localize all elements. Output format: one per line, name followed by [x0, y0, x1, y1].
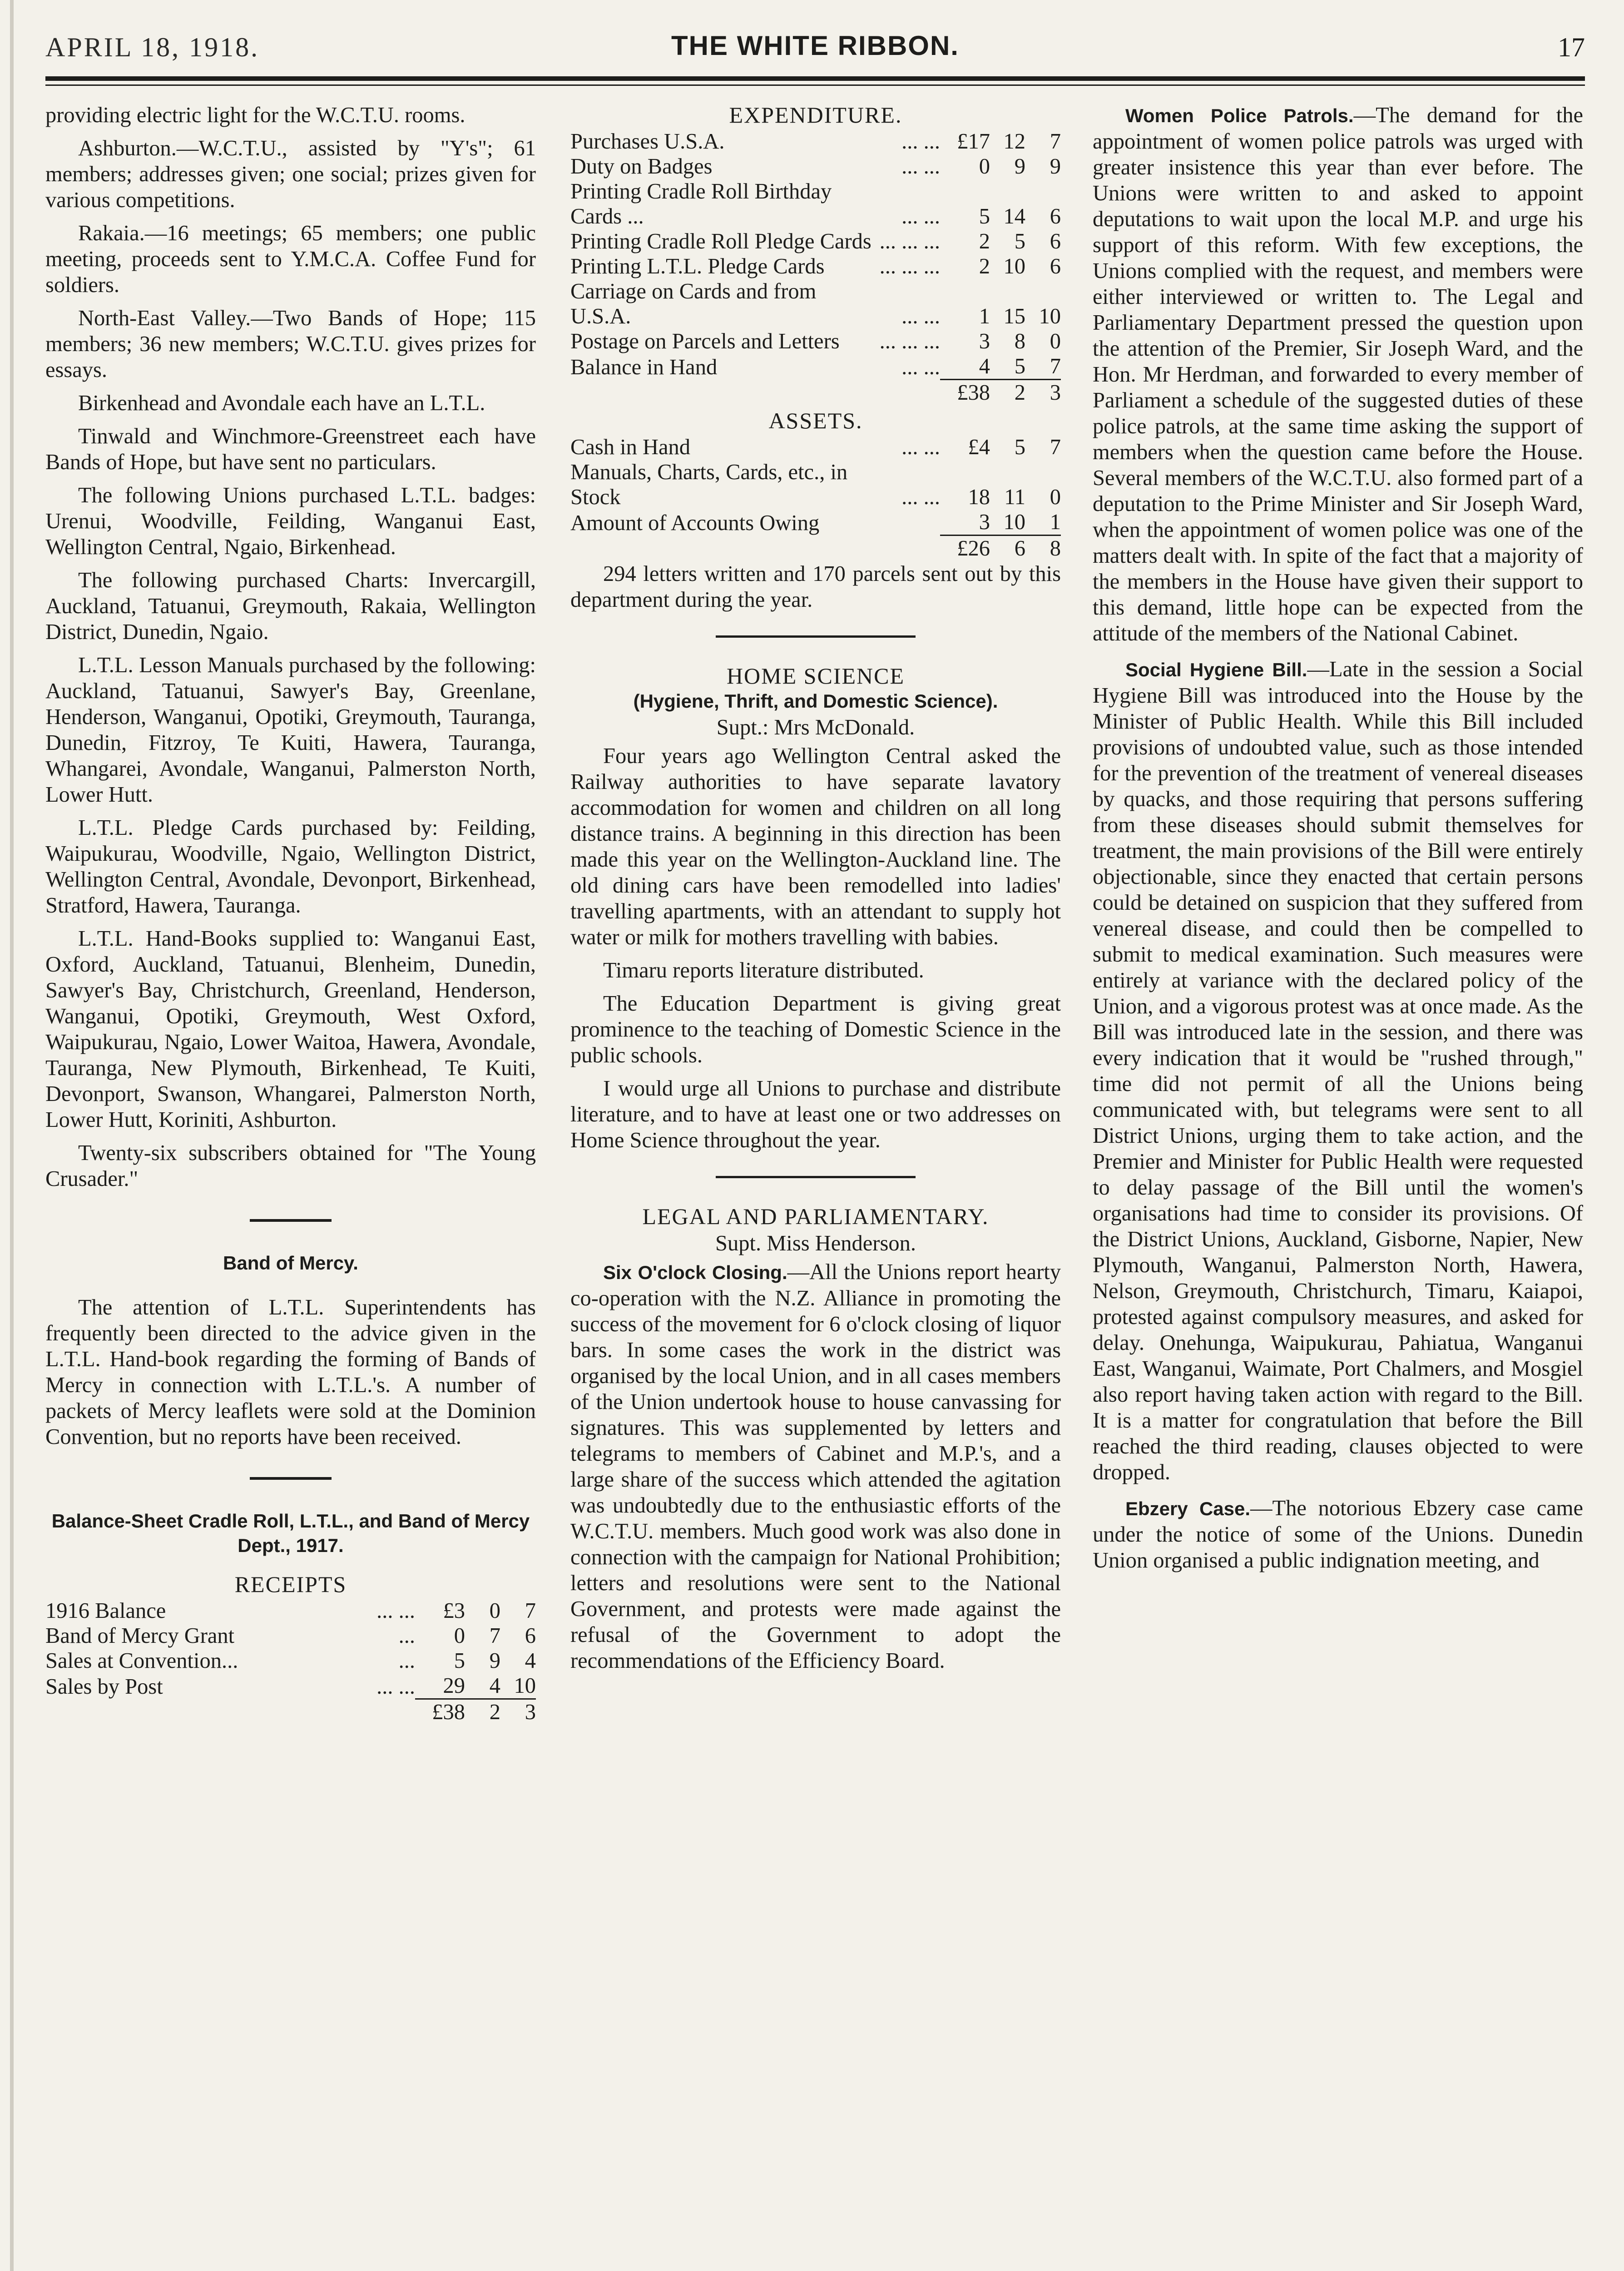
leader-dots: ... — [398, 1649, 415, 1673]
total-shillings: 2 — [465, 1699, 500, 1725]
paragraph — [1093, 102, 1583, 646]
leader-dots: ... ... — [376, 1674, 415, 1699]
header-rule-thick — [45, 76, 1585, 81]
page-edge-shadow — [10, 0, 14, 2271]
pence: 7 — [1050, 129, 1061, 154]
row-label: Band of Mercy Grant — [45, 1624, 235, 1648]
table-row — [570, 279, 1061, 329]
table-row — [45, 1648, 536, 1673]
row-label: Manuals, Charts, Cards, etc., in Stock — [570, 460, 848, 509]
table-row — [570, 460, 1061, 510]
section-divider — [250, 1477, 332, 1480]
row-label: 1916 Balance — [45, 1599, 166, 1623]
paragraph-body: —The demand for the appointment of women police patrols was urged with greater insistence this year than ever before. The Unions were written to and asked to appoint deputations to wait upon the local M.P. and urge his support of this reform. With few exceptions, the Unions complied with the request, and members were either interviewed or written to. The Legal and Parliamentary Department pressed the question upon the attention of the Premier, Sir Joseph Ward, and the Hon. Mr Herdman, and forwarded to every member of Parliament a schedule of the suggested duties of these police patrols, at the same time asking the support of members when the question came before the House. Several members of the W.C.T.U. also formed part of a deputation to the Prime Minister and Sir Joseph Ward, when the appointment of women police was one of the matters dealt with. In spite of the fact that a majority of the members in the House have given their support to this demand, little hope can be expected from the attitude of the members of the National Cabinet. — [1093, 103, 1583, 645]
pence: 7 — [1050, 435, 1061, 459]
assets-title: ASSETS. — [768, 408, 863, 433]
total-pounds: £38 — [415, 1699, 465, 1725]
shillings: 5 — [1014, 229, 1025, 253]
pence: 10 — [1039, 304, 1061, 328]
row-label: Amount of Accounts Owing — [570, 511, 820, 535]
paragraph: 294 letters written and 170 parcels sent out by this department during the year. — [570, 562, 1061, 612]
pounds: 3 — [979, 510, 990, 534]
pounds: 5 — [979, 204, 990, 228]
row-label: Carriage on Cards and from U.S.A. — [570, 279, 817, 328]
run-in-heading: Women Police Patrols. — [1125, 105, 1354, 126]
page-number: 17 — [1558, 32, 1585, 62]
paragraph: The following Unions purchased L.T.L. badges: Urenui, Woodville, Feilding, Wanganui East, Wellington Central, Ngaio, Birkenhead. — [45, 483, 536, 559]
table-row — [45, 1673, 536, 1699]
leader-dots — [901, 510, 940, 536]
paragraph: Rakaia.—16 meetings; 65 members; one public meeting, proceeds sent to Y.M.C.A. Coffee Fund for soldiers. — [45, 221, 536, 297]
pounds: 18 — [968, 485, 990, 509]
paragraph: providing electric light for the W.C.T.U. rooms. — [45, 103, 465, 127]
paragraph: The Education Department is giving great prominence to the teaching of Domestic Science in the public schools. — [570, 992, 1061, 1067]
shillings: 8 — [1014, 329, 1025, 353]
paragraph: The following purchased Charts: Invercargill, Auckland, Tatuanui, Greymouth, Rakaia, Wellington District, Dunedin, Ngaio. — [45, 568, 536, 644]
shillings: 10 — [1003, 254, 1025, 278]
paragraph — [570, 1259, 1061, 1674]
run-in-heading: Social Hygiene Bill. — [1125, 659, 1307, 680]
run-in-heading: Six O'clock Closing. — [603, 1262, 787, 1283]
leader-dots: ... ... — [901, 129, 940, 154]
paragraph: Ashburton.—W.C.T.U., assisted by "Y's"; 61 members; addresses given; one social; prizes given for various competitions. — [45, 136, 536, 212]
pounds: 4 — [979, 354, 990, 378]
table-row — [570, 179, 1061, 229]
pence: 10 — [514, 1674, 536, 1698]
leader-dots: ... ... — [376, 1599, 415, 1623]
paragraph: Tinwald and Winchmore-Greenstreet each have Bands of Hope, but have sent no particulars. — [45, 424, 536, 474]
total-shillings: 2 — [990, 380, 1025, 406]
pence: 6 — [525, 1624, 536, 1648]
paragraph: Twenty-six subscribers obtained for "The Young Crusader." — [45, 1141, 536, 1191]
pounds: 3 — [979, 329, 990, 353]
leader-dots: ... ... — [901, 204, 940, 228]
pence: 4 — [525, 1649, 536, 1673]
column-2 — [570, 102, 1061, 2271]
section-divider — [716, 635, 916, 638]
leader-dots: ... ... — [901, 435, 940, 459]
shillings: 14 — [1003, 204, 1025, 228]
paragraph-body: —All the Unions report hearty co-operation with the N.Z. Alliance in promoting the success of the movement for 6 o'clock closing of liquor bars. In some cases the work in the district was organised by the local Union, and in all cases members of the Union undertook house to house canvassing for signatures. This was supplemented by letters and telegrams to members of Cabinet and M.P.'s, and a large share of the success which attended the agitation was undoubtedly due to the enthusiastic efforts of the W.C.T.U. members. Much good work was also done in connection with the campaign for National Prohibition; letters and resolutions were sent to the National Government, and protests were made against the refusal of the Government to adopt the recommendations of the Efficiency Board. — [570, 1260, 1061, 1673]
section-title-home-science: HOME SCIENCE — [726, 663, 905, 689]
section-title-legal: LEGAL AND PARLIAMENTARY. — [642, 1204, 989, 1229]
leader-dots: ... ... — [901, 154, 940, 179]
shillings: 12 — [1003, 129, 1025, 154]
leader-dots: ... ... ... — [879, 329, 940, 353]
issue-date: APRIL 18, 1918. — [45, 32, 260, 62]
row-label: Sales at Convention... — [45, 1649, 238, 1673]
pounds: 29 — [443, 1674, 465, 1698]
pounds: £3 — [443, 1599, 465, 1623]
table-row — [45, 1623, 536, 1648]
pence: 0 — [1050, 329, 1061, 353]
table-row — [570, 129, 1061, 154]
row-label: Purchases U.S.A. — [570, 129, 725, 154]
row-label: Postage on Parcels and Letters — [570, 329, 840, 353]
paragraph: North-East Valley.—Two Bands of Hope; 115 members; 36 new members; W.C.T.U. gives prizes for essays. — [45, 306, 536, 382]
shillings: 0 — [489, 1599, 500, 1623]
total-row — [570, 536, 1061, 561]
total-pence: 3 — [1025, 380, 1061, 406]
table-row — [570, 510, 1061, 536]
leader-dots: ... ... — [901, 355, 940, 379]
total-pence: 8 — [1025, 536, 1061, 561]
column-1 — [45, 102, 536, 2271]
shillings: 9 — [1014, 154, 1025, 179]
row-label: Printing L.T.L. Pledge Cards — [570, 254, 825, 278]
total-row — [570, 380, 1061, 406]
total-row — [45, 1699, 536, 1725]
pounds: 0 — [979, 154, 990, 179]
table-row — [570, 354, 1061, 380]
pence: 9 — [1050, 154, 1061, 179]
page-header — [45, 27, 1585, 73]
superintendent-line: Supt. Miss Henderson. — [715, 1231, 916, 1255]
paragraph: L.T.L. Pledge Cards purchased by: Feilding, Waipukurau, Woodville, Ngaio, Wellington District, Wellington Central, Avondale, Devonport, Birkenhead, Stratford, Hawera, Tauranga. — [45, 816, 536, 917]
table-row — [570, 229, 1061, 254]
leader-dots: ... ... ... — [879, 229, 940, 253]
pounds: £4 — [968, 435, 990, 459]
pence: 6 — [1050, 229, 1061, 253]
column-3 — [1093, 102, 1583, 2271]
table-row — [570, 154, 1061, 179]
paragraph: The attention of L.T.L. Superintendents has frequently been directed to the advice given in the L.T.L. Hand-book regarding the forming of Bands of Mercy in connection with L.T.L.'s. A number of packets of Mercy leaflets were sold at the Dominion Convention, but no reports have been received. — [45, 1295, 536, 1449]
section-divider — [250, 1219, 332, 1222]
paragraph — [1093, 1495, 1583, 1573]
shillings: 4 — [489, 1674, 500, 1698]
assets-table — [570, 435, 1061, 561]
pounds: 1 — [979, 304, 990, 328]
pounds: 0 — [454, 1624, 465, 1648]
pence: 6 — [1050, 254, 1061, 278]
paragraph: L.T.L. Lesson Manuals purchased by the following: Auckland, Tatuanui, Sawyer's Bay, Greenlane, Henderson, Wanganui, Opotiki, Greymouth, Tauranga, Dunedin, Fitzroy, Te Kuiti, Hawera, Tauranga, Whangarei, Avondale, Wanganui, Palmerston North, Lower Hutt. — [45, 653, 536, 807]
section-heading-band-of-mercy: Band of Mercy. — [223, 1252, 358, 1274]
table-row — [570, 254, 1061, 279]
row-label: Printing Cradle Roll Pledge Cards — [570, 229, 871, 253]
leader-dots: ... ... — [901, 304, 940, 328]
expenditure-title: EXPENDITURE. — [729, 102, 902, 128]
paragraph: I would urge all Unions to purchase and distribute literature, and to have at least one or two addresses on Home Science throughout the year. — [570, 1076, 1061, 1152]
pounds: 5 — [454, 1649, 465, 1673]
paragraph-body: —Late in the session a Social Hygiene Bill was introduced into the House by the Minister of Public Health. While this Bill included provisions of undoubted value, such as those intended for the prevention of the treatment of venereal diseases by quacks, and those requiring that persons suffering from these diseases should submit themselves for treatment, the main provisions of the Bill were entirely objectionable, since they enacted that certain persons could be detained on suspicion that they suffered from venereal disease, and could then be compelled to submit to medical examination. Such measures were entirely at variance with the declared policy of the Union, and a vigorous protest was at once made. As the Bill was introduced late in the session, and there was every indication that it would be "rushed through," time did not permit of all the Unions being communicated with, but telegrams were sent to all District Unions, urging them to take action, and the Premier and Minister for Public Health were requested to delay passage of the Bill until the women's organisations had time to consider its provisions. Of the District Unions, Auckland, Gisborne, Napier, New Plymouth, Wanganui, Palmerston North, Hawera, Nelson, Greymouth, Christchurch, Timaru, Kaiapoi, protested against compulsory measures, and asked for delay. Onehunga, Waipukurau, Pahiatua, Wanganui East, Wanganui, Waimate, Port Chalmers, and Mosgiel also report having taken action with regard to the Bill. It is a matter for congratulation that before the Bill reached the third reading, clauses objected to were dropped. — [1093, 657, 1583, 1484]
row-label: Balance in Hand — [570, 355, 718, 379]
total-pence: 3 — [500, 1699, 536, 1725]
leader-dots: ... ... — [901, 485, 940, 509]
row-label: Sales by Post — [45, 1674, 163, 1699]
superintendent-line: Supt.: Mrs McDonald. — [716, 715, 915, 739]
shillings: 5 — [1014, 435, 1025, 459]
leader-dots: ... — [398, 1624, 415, 1648]
pence: 6 — [1050, 204, 1061, 228]
pence: 7 — [1050, 354, 1061, 378]
paragraph-body: —The notorious Ebzery case came under the notice of some of the Unions. Dunedin Union organised a public indignation meeting, and — [1093, 1496, 1583, 1572]
paragraph: Birkenhead and Avondale each have an L.T.L. — [78, 391, 485, 415]
expenditure-table — [570, 129, 1061, 405]
paragraph: Timaru reports literature distributed. — [603, 958, 924, 982]
table-row — [45, 1598, 536, 1623]
total-pounds: £38 — [940, 380, 990, 406]
pence: 0 — [1050, 485, 1061, 509]
shillings: 7 — [489, 1624, 500, 1648]
table-row — [570, 329, 1061, 354]
publication-title: THE WHITE RIBBON. — [671, 30, 959, 61]
row-label: Printing Cradle Roll Birthday Cards ... — [570, 179, 832, 228]
receipts-table — [45, 1598, 536, 1725]
shillings: 15 — [1003, 304, 1025, 328]
receipts-title: RECEIPTS — [234, 1572, 347, 1597]
paragraph: Four years ago Wellington Central asked the Railway authorities to have separate lavatory accommodation for women and children on all long distance trains. A beginning in this direction has been made this year on the Wellington-Auckland line. The old dining cars have been remodelled into ladies' travelling apartments, with an attendant to supply hot water or milk for mothers travelling with babies. — [570, 744, 1061, 949]
header-rule-thin — [45, 84, 1585, 86]
run-in-heading: Ebzery Case. — [1125, 1498, 1251, 1519]
table-row — [570, 435, 1061, 460]
pounds: 2 — [979, 229, 990, 253]
pounds: £17 — [957, 129, 990, 154]
total-pounds: £26 — [940, 536, 990, 561]
section-divider — [716, 1176, 916, 1178]
paragraph: L.T.L. Hand-Books supplied to: Wanganui East, Oxford, Auckland, Tatuanui, Blenheim, Dunedin, Sawyer's Bay, Christchurch, Greenland, Henderson, Wanganui, Opotiki, Greymouth, West Oxford, Waipukurau, Ngaio, Lower Waitoa, Hawera, Avondale, Tauranga, New Plymouth, Birkenhead, Te Kuiti, Devonport, Swanson, Whangarei, Palmerston North, Lower Hutt, Koriniti, Ashburton. — [45, 927, 536, 1132]
shillings: 11 — [1004, 485, 1025, 509]
pounds: 2 — [979, 254, 990, 278]
section-subtitle-home-science: (Hygiene, Thrift, and Domestic Science). — [633, 690, 998, 712]
shillings: 9 — [489, 1649, 500, 1673]
total-shillings: 6 — [990, 536, 1025, 561]
shillings: 5 — [1014, 354, 1025, 378]
section-heading-balance-sheet: Balance-Sheet Cradle Roll, L.T.L., and Band of Mercy Dept., 1917. — [51, 1510, 530, 1556]
shillings: 10 — [1003, 510, 1025, 534]
pence: 7 — [525, 1599, 536, 1623]
row-label: Duty on Badges — [570, 154, 713, 179]
row-label: Cash in Hand — [570, 435, 691, 459]
paragraph — [1093, 656, 1583, 1485]
pence: 1 — [1050, 510, 1061, 534]
leader-dots: ... ... ... — [879, 254, 940, 278]
